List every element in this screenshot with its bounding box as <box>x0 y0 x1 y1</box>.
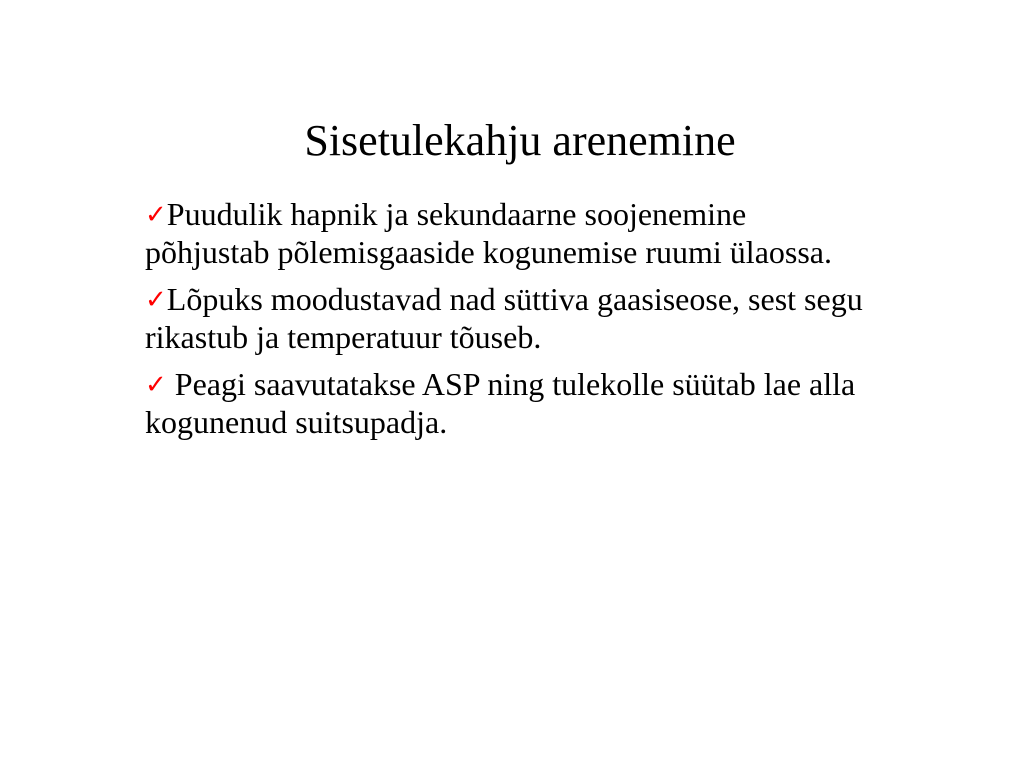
bullet-item <box>145 281 865 356</box>
bullet-list <box>145 196 865 451</box>
bullet-item <box>145 366 865 441</box>
checkmark-icon: ✓ <box>145 370 167 400</box>
slide-title: Sisetulekahju arenemine <box>304 116 736 165</box>
bullet-text: Peagi saavutatakse ASP ning tulekolle süütab lae alla kogunenud suitsupadja. <box>145 366 864 440</box>
bullet-text: Lõpuks moodustavad nad süttiva gaasiseose, sest segu rikastub ja temperatuur tõuseb. <box>145 281 863 355</box>
bullet-text: Puudulik hapnik ja sekundaarne soojenemine põhjustab põlemisgaaside kogunemise ruumi ülaossa. <box>145 196 832 270</box>
checkmark-icon: ✓ <box>145 200 167 230</box>
bullet-item <box>145 196 865 271</box>
checkmark-icon: ✓ <box>145 285 167 315</box>
